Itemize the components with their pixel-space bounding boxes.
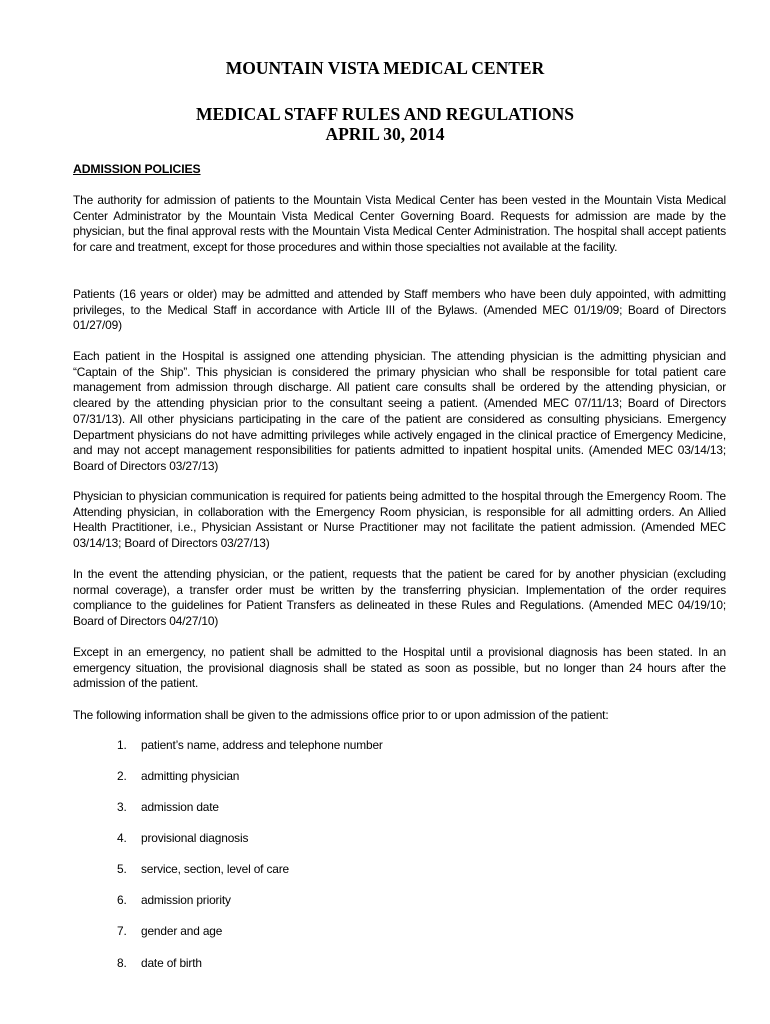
list-item-text: admission date [141,800,219,814]
document-title: MOUNTAIN VISTA MEDICAL CENTER [225,58,545,78]
section-heading: ADMISSION POLICIES [73,162,201,176]
list-item-text: date of birth [141,956,202,970]
list-item-number: 7. [117,924,127,938]
paragraph: Physician to physician communication is required for patients being admitted to the hospital through the Emergency Room. The Attending physician, in collaboration with the Emergency Room physician, is responsible for all admitting orders. An Allied Health Practitioner, i.e., Physician Assistant or Nurse Practitioner may not facilitate the patient admission. (Amended MEC 03/14/13; Board of Directors 03/27/13) [73,489,726,551]
paragraph: Except in an emergency, no patient shall be admitted to the Hospital until a provisional diagnosis has been stated. In an emergency situation, the provisional diagnosis shall be stated as soon as possible, but no longer than 24 hours after the admission of the patient. [73,645,726,691]
list-item-number: 5. [117,862,127,876]
list-item-text: provisional diagnosis [141,831,249,845]
paragraph: In the event the attending physician, or the patient, requests that the patient be cared for by another physician (excluding normal coverage), a transfer order must be written by the transferring physician. Implementation of the order requires compliance to the guidelines for Patient Transfers as delineated in these Rules and Regulations. (Amended MEC 04/19/10; Board of Directors 04/27/10) [73,567,726,629]
list-item-number: 6. [117,893,127,907]
paragraph: Each patient in the Hospital is assigned one attending physician. The attending physician is the admitting physician and “Captain of the Ship”. This physician is considered the primary physician who shall be responsible for total patient care management from admission through discharge. All patient care consults shall be ordered by the attending physician, or cleared by the attending physician prior to the consultant seeing a patient. (Amended MEC 07/11/13; Board of Directors 07/31/13). All other physicians participating in the care of the patient are considered as consulting physicians. Emergency Department physicians do not have admitting privileges while actively engaged in the clinical practice of Emergency Medicine, and may not accept management responsibilities for patients admitted to inpatient hospital units. (Amended MEC 03/14/13; Board of Directors 03/27/13) [73,349,726,473]
list-item-number: 4. [117,831,127,845]
list-item-number: 2. [117,769,127,783]
list-item-text: admitting physician [141,769,240,783]
paragraph: Patients (16 years or older) may be admitted and attended by Staff members who have been duly appointed, with admitting privileges, to the Medical Staff in accordance with Article III of the Bylaws. (Amended MEC 01/19/09; Board of Directors 01/27/09) [73,287,726,333]
list-item-text: admission priority [141,893,231,907]
list-item-number: 8. [117,956,127,970]
list-item-text: gender and age [141,924,223,938]
paragraph: The authority for admission of patients to the Mountain Vista Medical Center has been vested in the Mountain Vista Medical Center Administrator by the Mountain Vista Medical Center Governing Board. Requests for admission are made by the physician, but the final approval rests with the Mountain Vista Medical Center Administration. The hospital shall accept patients for care and treatment, except for those procedures and within those specialties not available at the facility. [73,193,726,255]
document-date: APRIL 30, 2014 [325,124,445,144]
list-item-text: service, section, level of care [141,862,290,876]
list-item-number: 3. [117,800,127,814]
list-item-text: patient’s name, address and telephone number [141,738,383,752]
paragraph: The following information shall be given to the admissions office prior to or upon admission of the patient: [73,708,609,722]
document-subtitle: MEDICAL STAFF RULES AND REGULATIONS [196,104,574,124]
list-item-number: 1. [117,738,127,752]
